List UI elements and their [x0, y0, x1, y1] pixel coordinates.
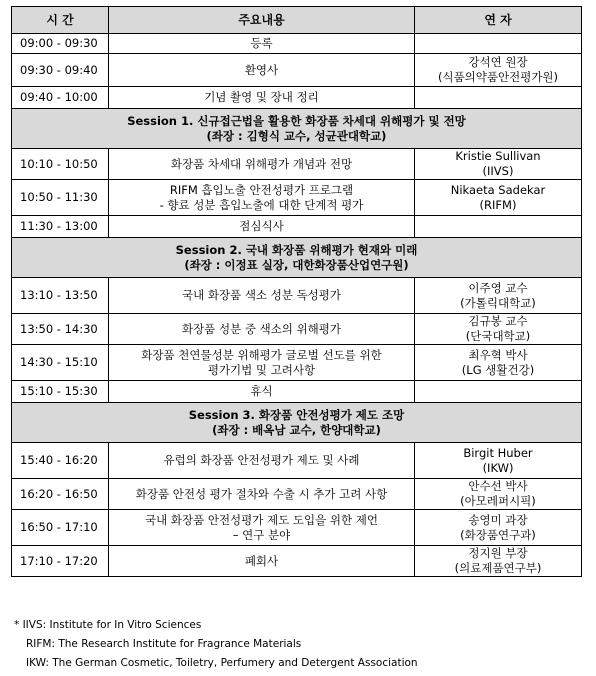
speaker-cell: [415, 345, 582, 381]
footnote-iivs: * IIVS: Institute for In Vitro Sciences: [14, 619, 202, 631]
footnotes: [14, 616, 418, 673]
speaker-cell: [415, 510, 582, 546]
speaker-line: Nikaeta Sadekar: [450, 182, 546, 197]
session-title-line: (좌장 : 김형식 교수, 성균관대학교): [206, 128, 387, 143]
content-cell: [109, 54, 415, 87]
table-row: [12, 278, 582, 314]
speaker-line: 김규봉 교수: [468, 314, 528, 328]
content-line: 유럽의 화장품 안전성평가 제도 및 사례: [163, 453, 360, 467]
table-row: [12, 149, 582, 180]
content-line: – 연구 분야: [232, 527, 291, 542]
content-line: 등록: [250, 36, 273, 50]
time-cell: 14:30 - 15:10: [12, 345, 109, 381]
content-cell: [109, 510, 415, 546]
content-line: 점심식사: [239, 219, 284, 233]
content-line: RIFM 흡입노출 안전성평가 프로그램: [169, 182, 354, 197]
time-cell: 16:20 - 16:50: [12, 479, 109, 510]
session-title: [12, 238, 582, 278]
speaker-line: (IIVS): [482, 164, 514, 178]
content-line: - 향료 성분 흡입노출에 대한 단계적 평가: [159, 197, 364, 212]
header-content: 주요내용: [109, 7, 415, 34]
table-row: [12, 345, 582, 381]
time-cell: 09:40 - 10:00: [12, 87, 109, 109]
header-time: 시 간: [12, 7, 109, 34]
speaker-line: (RIFM): [479, 197, 517, 212]
speaker-line: (IKW): [482, 460, 514, 475]
session-title-line: Session 2. 국내 화장품 위해평가 현재와 미래: [175, 242, 418, 257]
speaker-line: (식품의약품안전평가원): [437, 70, 559, 84]
content-line: 화장품 차세대 위해평가 개념과 전망: [170, 156, 353, 171]
schedule-body: [12, 34, 582, 577]
speaker-line: Birgit Huber: [463, 445, 533, 460]
content-cell: [109, 443, 415, 479]
speaker-cell: [415, 180, 582, 216]
table-row: [12, 381, 582, 403]
content-cell: [109, 479, 415, 510]
time-cell: 10:10 - 10:50: [12, 149, 109, 180]
speaker-cell: [415, 381, 582, 403]
content-line: 기념 촬영 및 장내 정리: [204, 90, 319, 104]
content-cell: [109, 216, 415, 238]
content-line: 화장품 안전성 평가 절차와 수출 시 추가 고려 사항: [135, 486, 388, 501]
time-cell: 15:10 - 15:30: [12, 381, 109, 403]
time-cell: 13:10 - 13:50: [12, 278, 109, 314]
content-line: 국내 화장품 색소 성분 독성평가: [181, 288, 342, 302]
schedule-table: [11, 6, 582, 577]
time-cell: 09:00 - 09:30: [12, 34, 109, 54]
time-cell: 13:50 - 14:30: [12, 314, 109, 345]
table-header-row: [12, 7, 582, 34]
content-cell: [109, 149, 415, 180]
speaker-line: (화장품연구과): [460, 527, 536, 542]
time-cell: 09:30 - 09:40: [12, 54, 109, 87]
time-cell: 16:50 - 17:10: [12, 510, 109, 546]
footnote-rifm: RIFM: The Research Institute for Fragrance Materials: [26, 638, 302, 650]
session-row: [12, 109, 582, 149]
speaker-line: 정지원 부장: [468, 546, 528, 560]
time-cell: 11:30 - 13:00: [12, 216, 109, 238]
content-cell: [109, 278, 415, 314]
speaker-line: (의료제품연구부): [454, 561, 542, 575]
time-cell: 10:50 - 11:30: [12, 180, 109, 216]
speaker-line: 이주영 교수: [468, 280, 528, 295]
speaker-line: Kristie Sullivan: [455, 149, 541, 163]
speaker-line: (LG 생활건강): [461, 362, 535, 377]
session-title-line: (좌장 : 이정표 실장, 대한화장품산업연구원): [184, 257, 409, 272]
content-cell: [109, 34, 415, 54]
session-row: [12, 238, 582, 278]
table-row: [12, 180, 582, 216]
speaker-cell: [415, 149, 582, 180]
speaker-line: 송영미 과장: [468, 512, 528, 527]
speaker-cell: [415, 87, 582, 109]
content-line: 화장품 천연물성분 위해평가 글로벌 선도를 위한: [141, 347, 382, 362]
content-line: 화장품 성분 중 색소의 위해평가: [181, 321, 342, 336]
session-row: [12, 403, 582, 443]
table-row: [12, 34, 582, 54]
speaker-cell: [415, 54, 582, 87]
speaker-line: (단국대학교): [465, 329, 531, 343]
content-cell: [109, 180, 415, 216]
time-cell: 17:10 - 17:20: [12, 546, 109, 577]
speaker-line: 최우혁 박사: [468, 347, 528, 362]
content-line: 평가기법 및 고려사항: [207, 362, 316, 377]
speaker-line: (가톨릭대학교): [460, 295, 536, 310]
session-title-line: Session 1. 신규접근법을 활용한 화장품 차세대 위해평가 및 전망: [127, 113, 466, 128]
session-title-line: (좌장 : 배옥남 교수, 한양대학교): [212, 422, 381, 437]
table-row: [12, 510, 582, 546]
footnote-ikw: IKW: The German Cosmetic, Toiletry, Perfumery and Detergent Association: [26, 657, 418, 669]
header-speaker: 연 자: [415, 7, 582, 34]
time-cell: 15:40 - 16:20: [12, 443, 109, 479]
session-title-line: Session 3. 화장품 안전성평가 제도 조망: [188, 407, 405, 422]
speaker-cell: [415, 216, 582, 238]
speaker-cell: [415, 443, 582, 479]
content-cell: [109, 381, 415, 403]
speaker-cell: [415, 278, 582, 314]
content-line: 환영사: [244, 62, 279, 77]
speaker-line: 안수선 박사: [468, 479, 528, 493]
table-row: [12, 87, 582, 109]
session-title: [12, 109, 582, 149]
table-row: [12, 546, 582, 577]
content-line: 휴식: [250, 384, 273, 398]
speaker-cell: [415, 546, 582, 577]
table-row: [12, 314, 582, 345]
speaker-cell: [415, 34, 582, 54]
table-row: [12, 479, 582, 510]
content-cell: [109, 314, 415, 345]
speaker-cell: [415, 314, 582, 345]
table-row: [12, 216, 582, 238]
speaker-line: (아모레퍼시픽): [460, 494, 536, 508]
content-cell: [109, 87, 415, 109]
table-row: [12, 443, 582, 479]
content-cell: [109, 546, 415, 577]
content-line: 폐회사: [244, 553, 279, 568]
content-line: 국내 화장품 안전성평가 제도 도입을 위한 제언: [144, 512, 378, 527]
speaker-line: 강석연 원장: [468, 55, 528, 69]
speaker-cell: [415, 479, 582, 510]
session-title: [12, 403, 582, 443]
table-row: [12, 54, 582, 87]
content-cell: [109, 345, 415, 381]
